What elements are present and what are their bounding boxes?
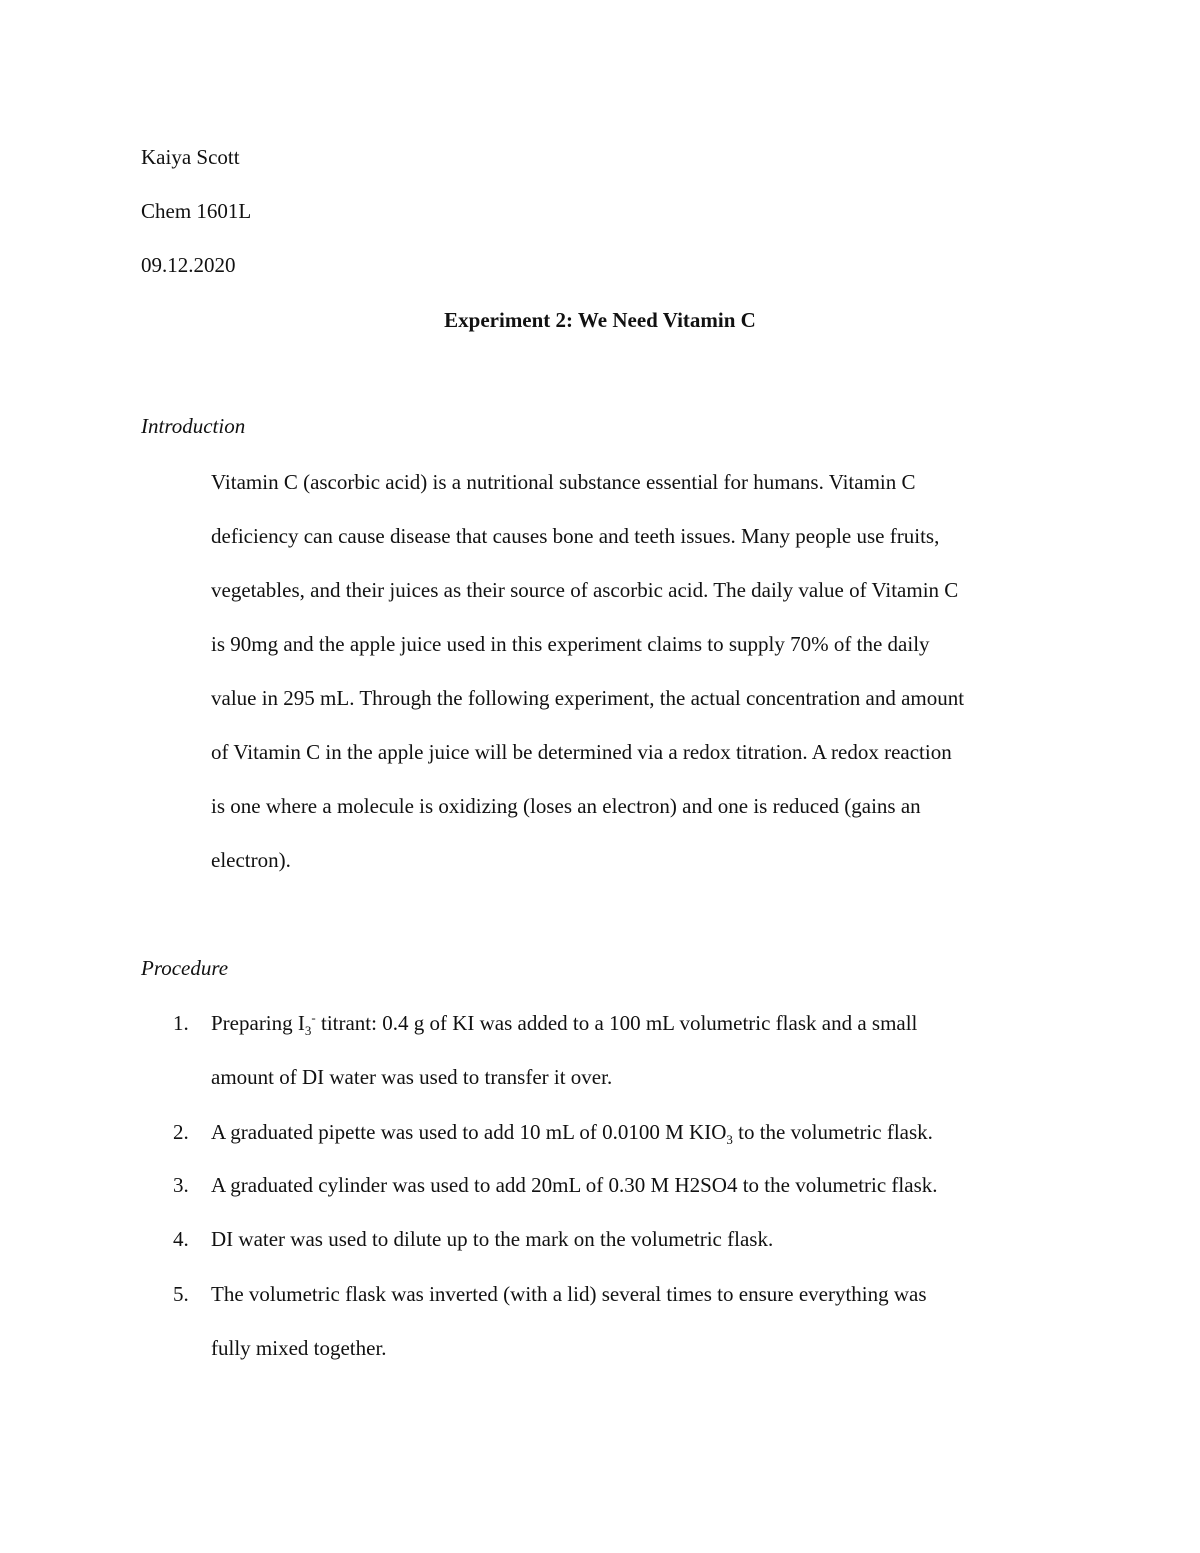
step-text: The volumetric flask was inverted (with a lid) several times to ensure everything was <box>211 1282 927 1306</box>
step-text: DI water was used to dilute up to the mark on the volumetric flask. <box>211 1227 774 1251</box>
step-text-part: titrant: 0.4 g of KI was added to a 100 mL volumetric flask and a small <box>315 1011 918 1035</box>
step-text <box>211 1010 918 1039</box>
intro-line: value in 295 mL. Through the following experiment, the actual concentration and amount <box>211 686 965 710</box>
step-text-part: A graduated pipette was used to add 10 mL of 0.0100 M KIO <box>211 1120 727 1144</box>
procedure-heading: Procedure <box>141 956 229 980</box>
step-number: 4. <box>173 1227 189 1251</box>
introduction-heading: Introduction <box>141 414 246 438</box>
step-text-part: Preparing I <box>211 1011 305 1035</box>
subscript: 3 <box>304 1023 312 1039</box>
intro-line: Vitamin C (ascorbic acid) is a nutritional substance essential for humans. Vitamin C <box>211 470 916 494</box>
intro-line: is 90mg and the apple juice used in this experiment claims to supply 70% of the daily <box>211 632 930 656</box>
step-text: A graduated cylinder was used to add 20mL of 0.30 M H2SO4 to the volumetric flask. <box>211 1173 938 1197</box>
step-text <box>211 1119 933 1148</box>
author-name: Kaiya Scott <box>141 145 240 169</box>
intro-line: is one where a molecule is oxidizing (loses an electron) and one is reduced (gains an <box>211 794 921 818</box>
superscript: - <box>311 1010 316 1025</box>
step-number: 2. <box>173 1120 189 1144</box>
subscript: 3 <box>726 1132 733 1148</box>
step-number: 1. <box>173 1011 189 1035</box>
intro-line: vegetables, and their juices as their source of ascorbic acid. The daily value of Vitamin C <box>211 578 959 602</box>
step-text: fully mixed together. <box>211 1336 387 1360</box>
course-name: Chem 1601L <box>141 199 252 223</box>
step-number: 5. <box>173 1282 189 1306</box>
step-number: 3. <box>173 1173 189 1197</box>
step-text-part: to the volumetric flask. <box>732 1120 933 1144</box>
intro-line: electron). <box>211 848 291 872</box>
intro-line: deficiency can cause disease that causes bone and teeth issues. Many people use fruits, <box>211 524 940 548</box>
intro-line: of Vitamin C in the apple juice will be determined via a redox titration. A redox reaction <box>211 740 952 764</box>
step-text: amount of DI water was used to transfer it over. <box>211 1065 613 1089</box>
document-date: 09.12.2020 <box>141 253 236 277</box>
document-title: Experiment 2: We Need Vitamin C <box>444 308 756 332</box>
